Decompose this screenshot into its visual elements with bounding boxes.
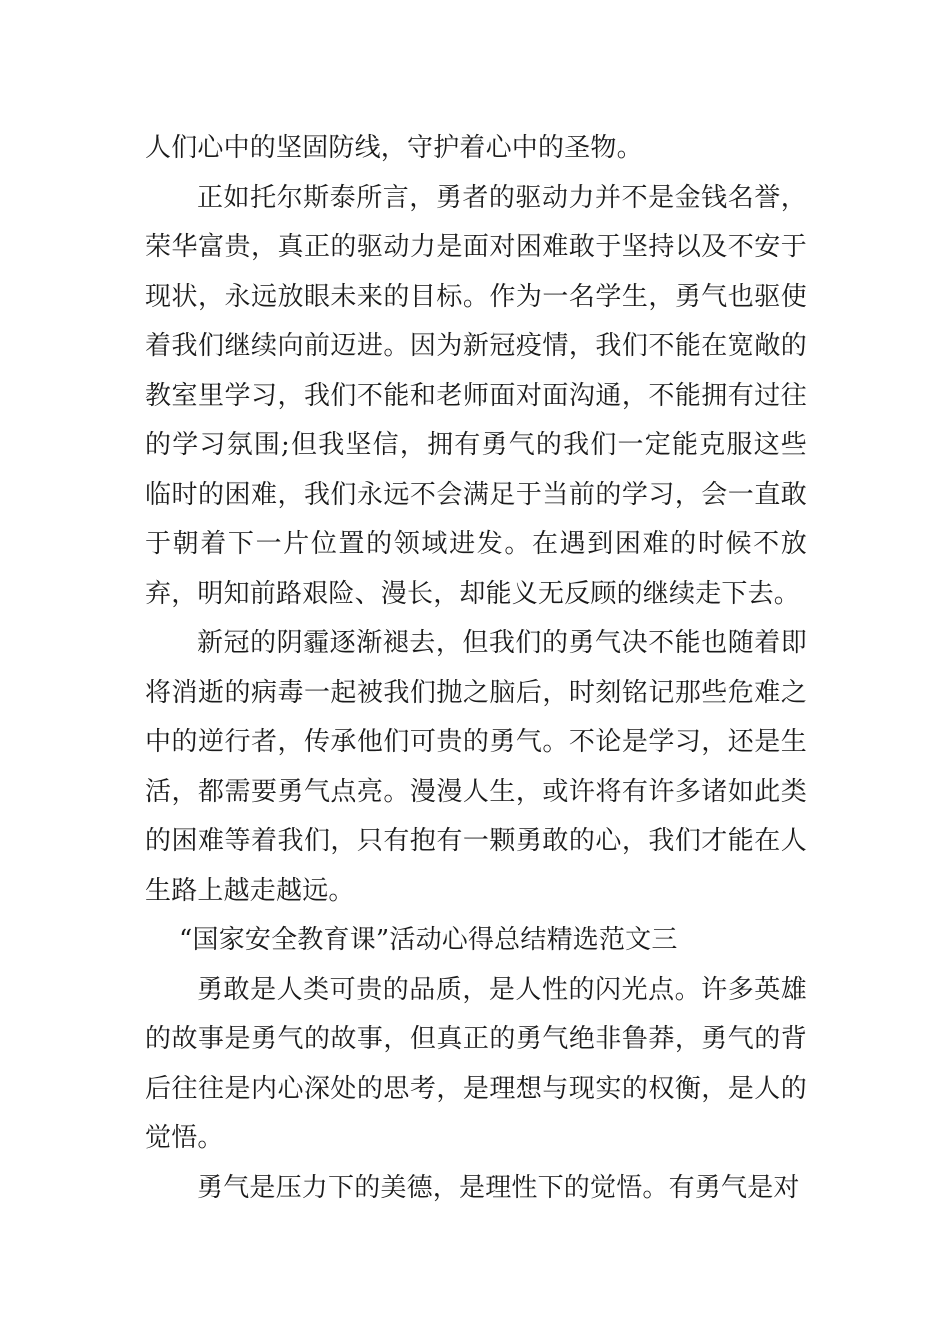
paragraph-bravery: 勇敢是人类可贵的品质，是人性的闪光点。许多英雄的故事是勇气的故事，但真正的勇气绝非鲁莽，勇气的背后往往是内心深处的思考，是理想与现实的权衡，是人的觉悟。: [145, 974, 807, 1153]
paragraph-pandemic: 新冠的阴霾逐渐褪去，但我们的勇气决不能也随着即将消逝的病毒一起被我们抛之脑后，时刻铭记那些危难之中的逆行者，传承他们可贵的勇气。不论是学习，还是生活，都需要勇气点亮。漫漫人生，或许将有许多诸如此类的困难等着我们，只有抱有一颗勇敢的心，我们才能在人生路上越走越远。: [145, 628, 807, 906]
section-heading: “国家安全教育课”活动心得总结精选范文三: [179, 925, 678, 955]
document-body: [145, 124, 807, 1213]
paragraph-continuation: 人们心中的坚固防线，守护着心中的圣物。: [145, 133, 643, 163]
paragraph-tolstoy: 正如托尔斯泰所言，勇者的驱动力并不是金钱名誉，荣华富贵，真正的驱动力是面对困难敢于坚持以及不安于现状，永远放眼未来的目标。作为一名学生，勇气也驱使着我们继续向前迈进。因为新冠疫情，我们不能在宽敞的教室里学习，我们不能和老师面对面沟通，不能拥有过往的学习氛围;但我坚信，拥有勇气的我们一定能克服这些临时的困难，我们永远不会满足于当前的学习，会一直敢于朝着下一片位置的领域进发。在遇到困难的时候不放弃，明知前路艰险、漫长，却能义无反顾的继续走下去。: [145, 182, 807, 609]
paragraph-courage: 勇气是压力下的美德，是理性下的觉悟。有勇气是对: [197, 1172, 800, 1203]
